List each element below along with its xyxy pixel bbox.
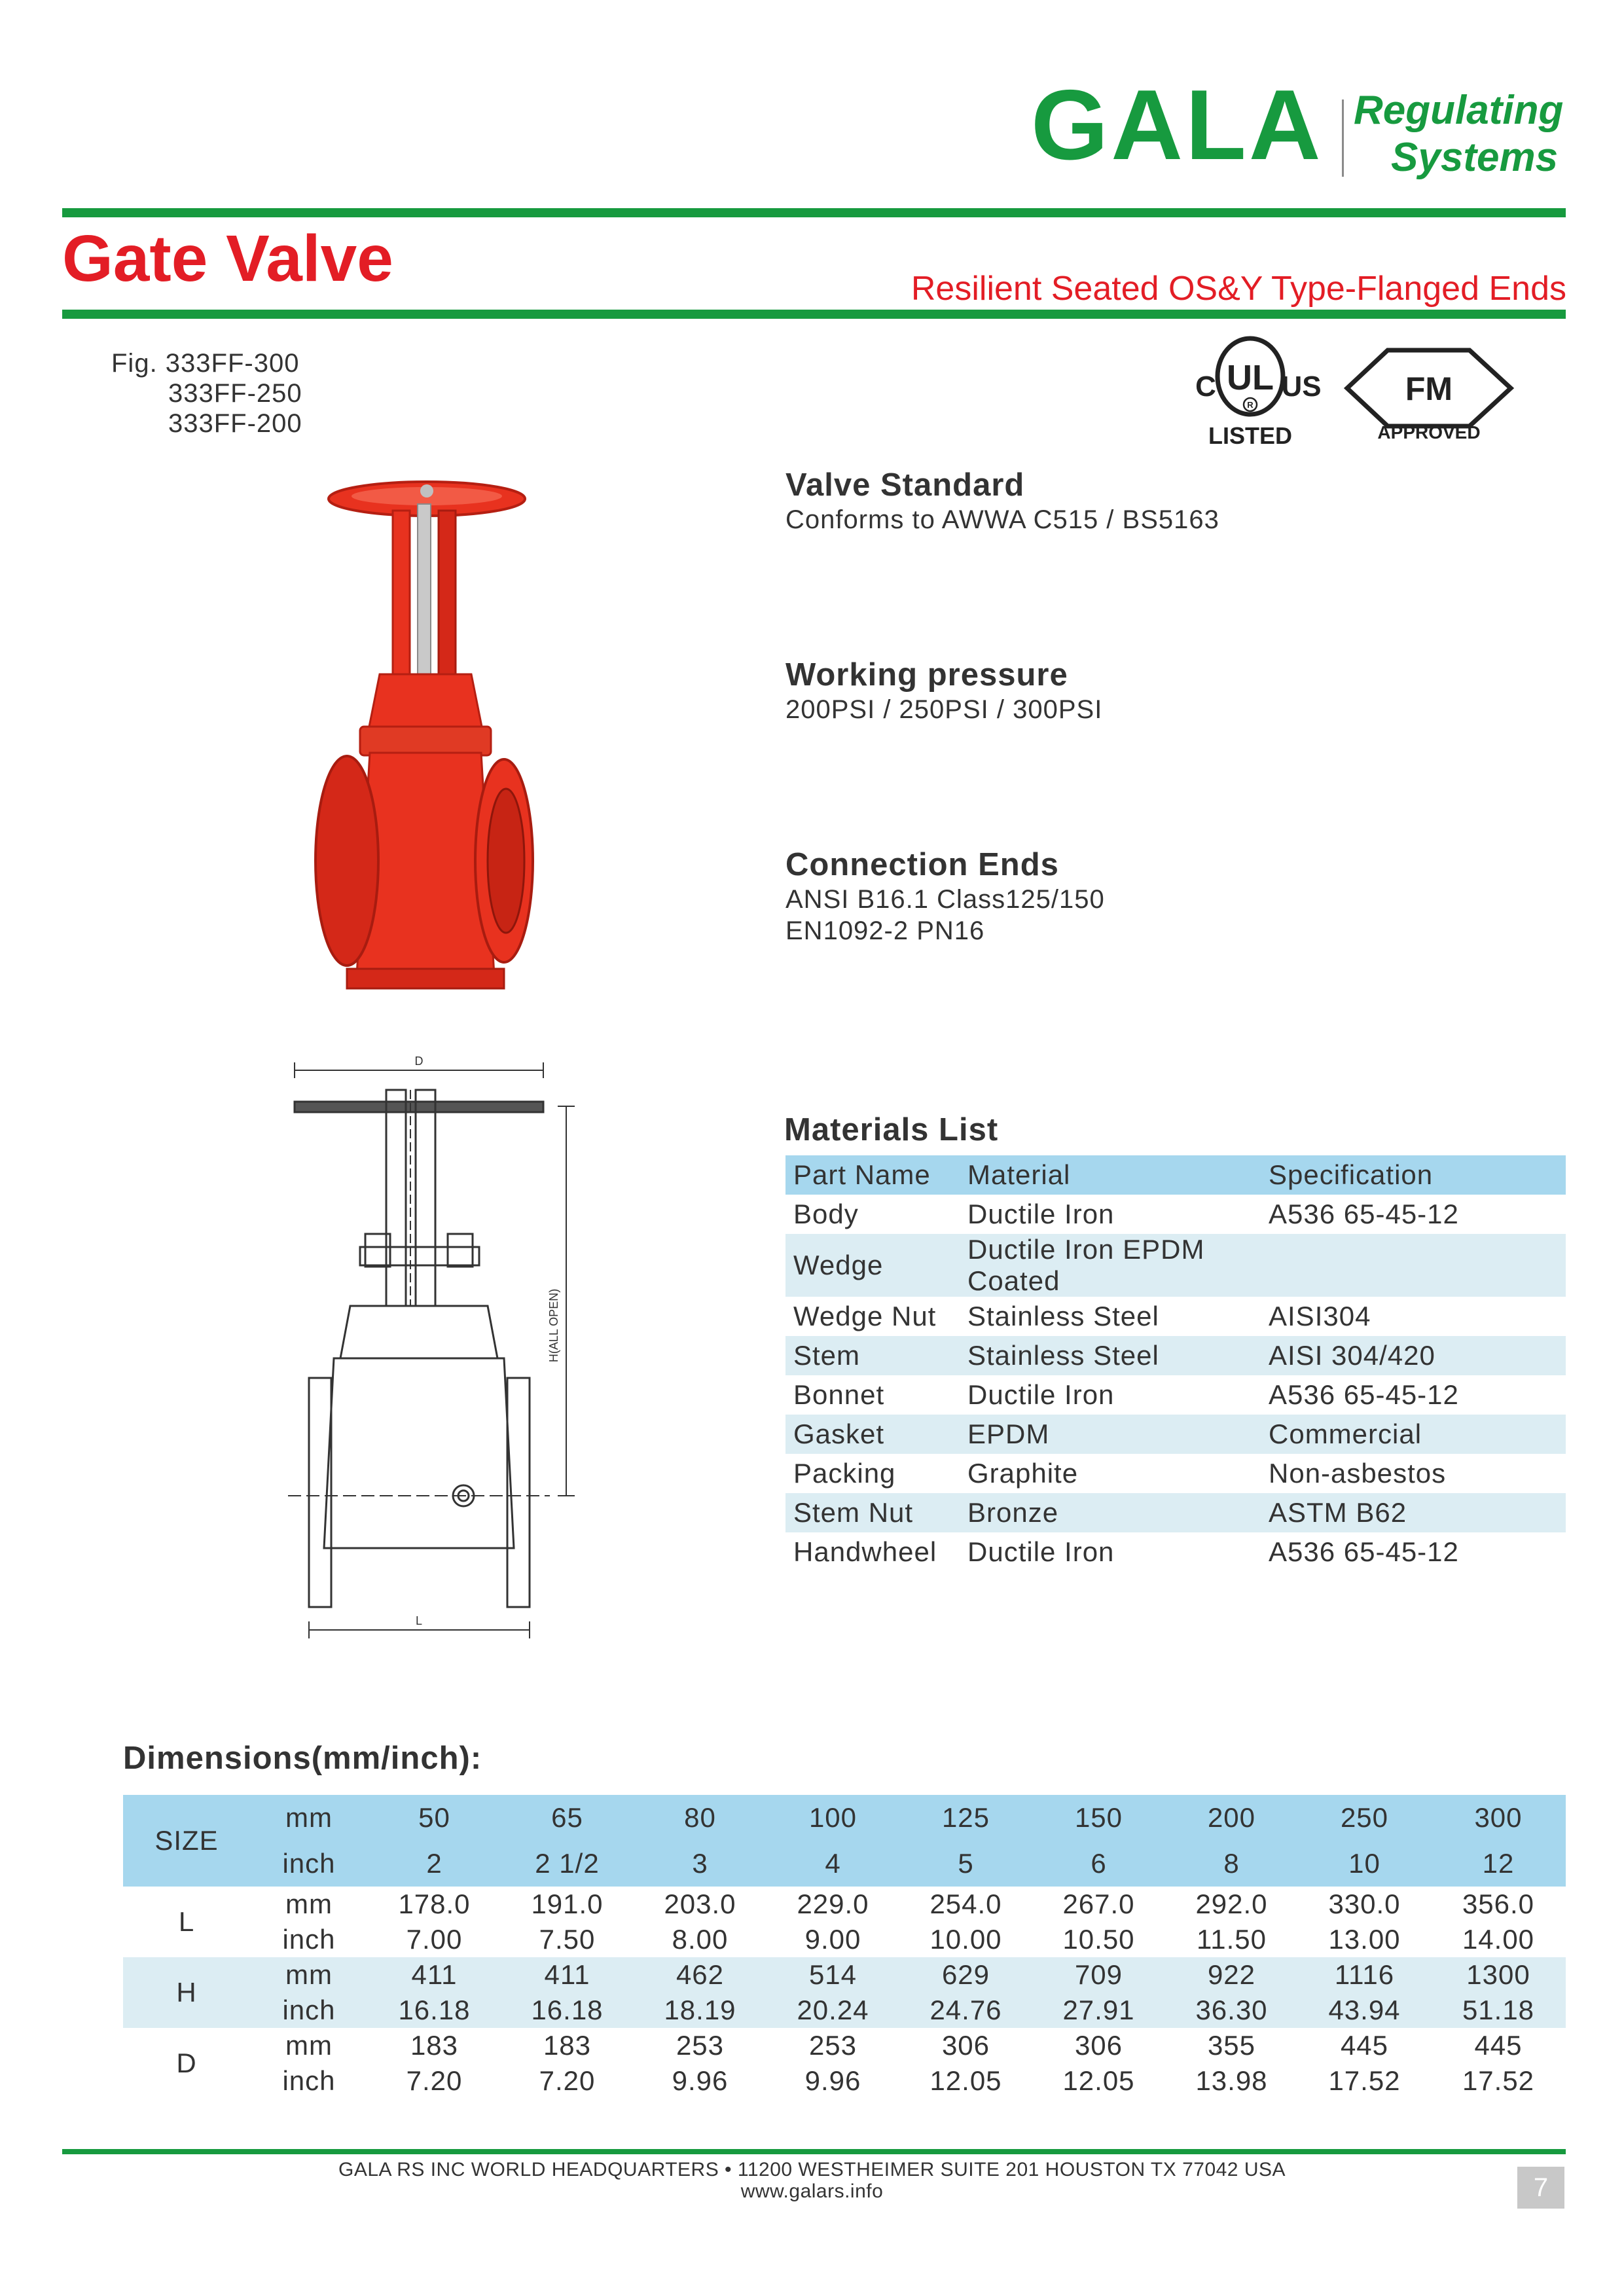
table-cell: 8.00 bbox=[672, 1924, 729, 1955]
table-cell: 5 bbox=[899, 1841, 1032, 1887]
table-cell: 16.18 bbox=[368, 1993, 501, 2028]
figure-numbers bbox=[111, 348, 302, 439]
header-bottom-rule bbox=[62, 310, 1566, 319]
table-cell: 445 bbox=[1474, 2030, 1523, 2061]
table-cell: 629 bbox=[899, 1957, 1032, 1993]
footer-address: GALA RS INC WORLD HEADQUARTERS • 11200 WESTHEIMER SUITE 201 HOUSTON TX 77042 USA bbox=[338, 2159, 1286, 2180]
table-cell: Stem bbox=[785, 1336, 960, 1375]
table-cell: Stainless Steel bbox=[960, 1336, 1261, 1375]
table-cell: Bronze bbox=[960, 1493, 1261, 1532]
table-cell: Handwheel bbox=[793, 1536, 937, 1567]
size-mm-row bbox=[123, 1795, 1566, 1841]
table-cell: 150 bbox=[1032, 1795, 1165, 1841]
table-cell: 20.24 bbox=[767, 1993, 899, 2028]
table-cell: A536 65-45-12 bbox=[1269, 1199, 1459, 1229]
table-cell: 253 bbox=[808, 2030, 857, 2061]
table-cell: 292.0 bbox=[1195, 1888, 1268, 1919]
footer-website[interactable]: www.galars.info bbox=[740, 2180, 884, 2202]
table-cell: 17.52 bbox=[1462, 2065, 1535, 2096]
column-header: Material bbox=[960, 1155, 1261, 1195]
section-heading: Valve Standard bbox=[785, 467, 1025, 503]
left-flange bbox=[316, 756, 378, 966]
table-cell: Ductile Iron bbox=[967, 1536, 1115, 1567]
table-row bbox=[785, 1415, 1566, 1454]
table-row bbox=[123, 2063, 1566, 2099]
table-row bbox=[785, 1454, 1566, 1493]
table-cell: 6 bbox=[1032, 1841, 1165, 1887]
table-cell: 709 bbox=[1032, 1957, 1165, 1993]
table-cell: 356.0 bbox=[1462, 1888, 1535, 1919]
materials-table bbox=[785, 1155, 1566, 1572]
dimension-label: H bbox=[123, 1957, 250, 2028]
table-cell: Wedge bbox=[785, 1234, 960, 1297]
fm-mark: FM bbox=[1405, 370, 1453, 407]
table-cell: 12 bbox=[1431, 1841, 1566, 1887]
table-cell: A536 65-45-12 bbox=[1269, 1536, 1459, 1567]
table-cell: 306 bbox=[1074, 2030, 1123, 2061]
table-cell: A536 65-45-12 bbox=[1269, 1379, 1459, 1410]
gate-valve-photo bbox=[308, 478, 537, 1002]
ul-us-mark: US bbox=[1281, 370, 1322, 403]
table-cell: 11.50 bbox=[1197, 1924, 1267, 1955]
table-row bbox=[123, 1887, 1566, 1922]
table-cell: 183 bbox=[543, 2030, 592, 2061]
table-cell: 7.20 bbox=[406, 2065, 463, 2096]
table-cell: 2 bbox=[368, 1841, 501, 1887]
table-cell: 13.98 bbox=[1195, 2065, 1268, 2096]
table-cell: 65 bbox=[501, 1795, 634, 1841]
table-cell: 183 bbox=[410, 2030, 459, 2061]
size-label: SIZE bbox=[123, 1795, 250, 1887]
table-cell bbox=[1261, 1234, 1566, 1297]
ul-r-mark: R bbox=[1247, 400, 1254, 410]
dimensions-heading: Dimensions(mm/inch): bbox=[123, 1741, 482, 1776]
unit-label: mm bbox=[250, 1795, 368, 1841]
working-pressure-section bbox=[785, 659, 1102, 725]
unit-label: inch bbox=[282, 2065, 336, 2096]
column-header: Part Name bbox=[785, 1155, 960, 1195]
table-cell: Non-asbestos bbox=[1269, 1458, 1447, 1489]
stem bbox=[418, 504, 431, 674]
table-cell: 445 bbox=[1340, 2030, 1389, 2061]
table-cell: 9.96 bbox=[804, 2065, 861, 2096]
table-cell: Packing bbox=[793, 1458, 896, 1489]
table-cell: 7.20 bbox=[539, 2065, 596, 2096]
table-row bbox=[785, 1336, 1566, 1375]
table-cell: 462 bbox=[634, 1957, 767, 1993]
table-cell: 9.00 bbox=[804, 1924, 861, 1955]
unit-label: inch bbox=[282, 1924, 336, 1955]
table-cell: 12.05 bbox=[929, 2065, 1002, 2096]
table-cell: 80 bbox=[634, 1795, 767, 1841]
section-heading: Connection Ends bbox=[785, 847, 1059, 882]
table-cell: 254.0 bbox=[929, 1888, 1002, 1919]
table-cell: 1116 bbox=[1298, 1957, 1431, 1993]
dimensions-table bbox=[123, 1795, 1566, 2099]
table-row bbox=[123, 1957, 1566, 1993]
section-text: Conforms to AWWA C515 / BS5163 bbox=[785, 505, 1219, 534]
table-cell: Ductile Iron bbox=[967, 1379, 1115, 1410]
table-cell: 330.0 bbox=[1328, 1888, 1401, 1919]
table-cell: 7.50 bbox=[539, 1924, 596, 1955]
table-cell: 24.76 bbox=[899, 1993, 1032, 2028]
fm-approved-logo bbox=[1347, 350, 1511, 443]
table-cell: 16.18 bbox=[501, 1993, 634, 2028]
table-cell: Ductile Iron EPDM Coated bbox=[960, 1234, 1261, 1297]
dimension-label: D bbox=[176, 2048, 197, 2078]
table-cell: Gasket bbox=[785, 1415, 960, 1454]
table-cell: Graphite bbox=[967, 1458, 1079, 1489]
table-cell: 100 bbox=[767, 1795, 899, 1841]
table-cell: Stem Nut bbox=[785, 1493, 960, 1532]
table-cell: 300 bbox=[1431, 1795, 1566, 1841]
table-cell: 50 bbox=[368, 1795, 501, 1841]
table-cell: ASTM B62 bbox=[1261, 1493, 1566, 1532]
table-cell: 12.05 bbox=[1062, 2065, 1135, 2096]
table-row bbox=[785, 1375, 1566, 1415]
fm-approved-label: APPROVED bbox=[1377, 422, 1481, 443]
certification-logos bbox=[1172, 331, 1525, 461]
table-cell: 411 bbox=[501, 1957, 634, 1993]
section-text: 200PSI / 250PSI / 300PSI bbox=[785, 695, 1103, 724]
brand-tagline-1: Regulating bbox=[1354, 88, 1564, 133]
table-cell: 7.00 bbox=[406, 1924, 463, 1955]
drawing-label-h: H(ALL OPEN) bbox=[547, 1288, 560, 1363]
table-cell: 43.94 bbox=[1298, 1993, 1431, 2028]
bonnet bbox=[368, 674, 483, 733]
table-row bbox=[785, 1493, 1566, 1532]
table-cell: Ductile Iron bbox=[967, 1199, 1115, 1229]
table-cell: AISI 304/420 bbox=[1261, 1336, 1566, 1375]
table-cell: 229.0 bbox=[797, 1888, 869, 1919]
section-text: ANSI B16.1 Class125/150 bbox=[785, 885, 1105, 914]
table-row bbox=[785, 1234, 1566, 1297]
table-cell: 10.50 bbox=[1062, 1924, 1135, 1955]
valve-technical-drawing bbox=[288, 1051, 615, 1653]
table-cell: 250 bbox=[1298, 1795, 1431, 1841]
table-cell: Stainless Steel bbox=[967, 1301, 1159, 1331]
table-header-row bbox=[785, 1155, 1566, 1195]
table-cell: 200 bbox=[1165, 1795, 1298, 1841]
table-cell: 8 bbox=[1165, 1841, 1298, 1887]
table-cell: 13.00 bbox=[1328, 1924, 1401, 1955]
table-row bbox=[785, 1532, 1566, 1572]
table-cell: 51.18 bbox=[1431, 1993, 1566, 2028]
table-cell: EPDM bbox=[960, 1415, 1261, 1454]
unit-label: mm bbox=[285, 2030, 333, 2061]
dimension-label: L bbox=[178, 1906, 195, 1937]
page-subtitle: Resilient Seated OS&Y Type-Flanged Ends bbox=[911, 270, 1566, 308]
ul-mark: UL bbox=[1227, 358, 1274, 397]
section-heading: Working pressure bbox=[785, 657, 1068, 693]
table-cell: 191.0 bbox=[531, 1888, 604, 1919]
drawing-label-d: D bbox=[414, 1055, 424, 1068]
table-cell: Bonnet bbox=[793, 1379, 885, 1410]
ul-listed-logo bbox=[1195, 338, 1321, 449]
table-cell: 27.91 bbox=[1032, 1993, 1165, 2028]
table-cell: Body bbox=[793, 1199, 859, 1229]
table-row bbox=[785, 1297, 1566, 1336]
brand-separator bbox=[1342, 99, 1344, 177]
unit-label: inch bbox=[250, 1993, 368, 2028]
brand-logo-text: GALA bbox=[1031, 69, 1324, 181]
page-number: 7 bbox=[1517, 2167, 1564, 2209]
drawing-label-l: L bbox=[415, 1614, 423, 1627]
unit-label: mm bbox=[285, 1888, 333, 1919]
table-cell: Wedge Nut bbox=[793, 1301, 937, 1331]
table-cell: 203.0 bbox=[664, 1888, 736, 1919]
ul-listed-label: LISTED bbox=[1208, 422, 1293, 449]
table-cell: 9.96 bbox=[672, 2065, 729, 2096]
table-cell: 36.30 bbox=[1165, 1993, 1298, 2028]
table-cell: 17.52 bbox=[1328, 2065, 1401, 2096]
connection-ends-section bbox=[785, 849, 1105, 947]
table-cell: 306 bbox=[941, 2030, 990, 2061]
table-cell: 2 1/2 bbox=[501, 1841, 634, 1887]
table-cell: 4 bbox=[767, 1841, 899, 1887]
table-cell: 1300 bbox=[1431, 1957, 1566, 1993]
table-cell: 10.00 bbox=[929, 1924, 1002, 1955]
table-cell: 3 bbox=[634, 1841, 767, 1887]
unit-label: inch bbox=[250, 1841, 368, 1887]
size-inch-row bbox=[123, 1841, 1566, 1887]
table-cell: 514 bbox=[767, 1957, 899, 1993]
ul-c-mark: C bbox=[1195, 370, 1216, 403]
table-row bbox=[123, 1922, 1566, 1957]
table-row bbox=[785, 1195, 1566, 1234]
table-cell: 411 bbox=[368, 1957, 501, 1993]
table-cell: 267.0 bbox=[1062, 1888, 1135, 1919]
table-cell: 922 bbox=[1165, 1957, 1298, 1993]
page-title: Gate Valve bbox=[62, 222, 393, 295]
materials-heading: Materials List bbox=[784, 1112, 999, 1148]
figure-number: 333FF-200 bbox=[168, 409, 302, 438]
table-cell: AISI304 bbox=[1269, 1301, 1371, 1331]
table-row bbox=[123, 2028, 1566, 2063]
figure-number: Fig. 333FF-300 bbox=[111, 349, 300, 378]
header-top-rule bbox=[62, 208, 1566, 217]
table-cell: 125 bbox=[899, 1795, 1032, 1841]
table-cell: 10 bbox=[1298, 1841, 1431, 1887]
table-cell: 253 bbox=[676, 2030, 725, 2061]
unit-label: mm bbox=[250, 1957, 368, 1993]
table-cell: 14.00 bbox=[1462, 1924, 1535, 1955]
table-row bbox=[123, 1993, 1566, 2028]
table-cell: 18.19 bbox=[634, 1993, 767, 2028]
footer-rule bbox=[62, 2149, 1566, 2154]
figure-number: 333FF-250 bbox=[168, 379, 302, 408]
section-text: EN1092-2 PN16 bbox=[785, 916, 985, 945]
table-cell: 178.0 bbox=[398, 1888, 471, 1919]
table-cell: 355 bbox=[1207, 2030, 1256, 2061]
column-header: Specification bbox=[1261, 1155, 1566, 1195]
table-cell: Commercial bbox=[1261, 1415, 1566, 1454]
brand-tagline-2: Systems bbox=[1391, 135, 1559, 180]
valve-standard-section bbox=[785, 469, 1219, 535]
